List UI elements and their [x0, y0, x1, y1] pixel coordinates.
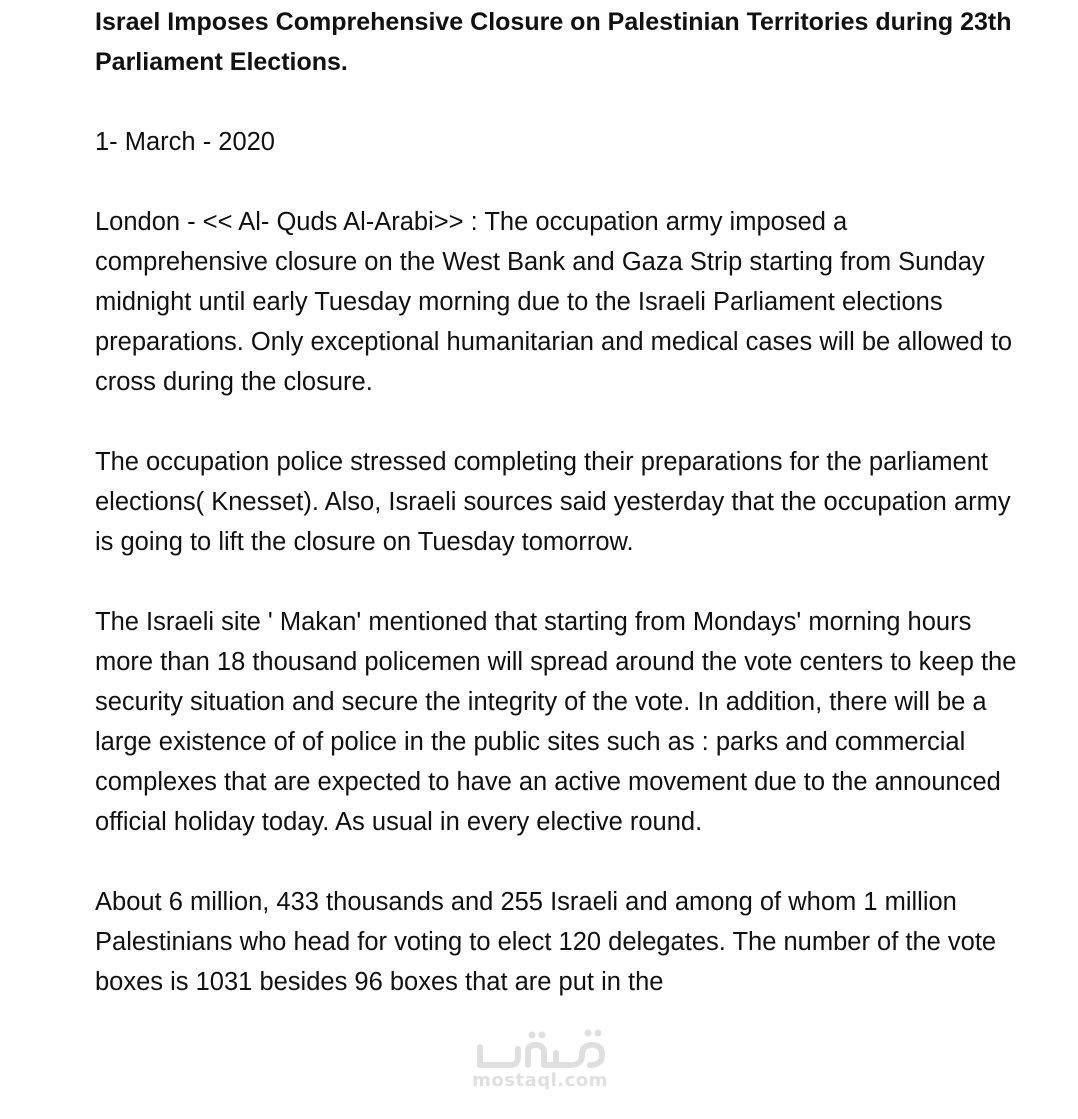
- mostaql-watermark: [450, 1025, 630, 1105]
- document-title: Israel Imposes Comprehensive Closure on Palestinian Territories during 23th Parliament Elections.: [95, 8, 1012, 76]
- paragraph-4: About 6 million, 433 thousands and 255 Israeli and among of whom 1 million Palestinians who head for voting to elect 120 delegates. The number of the vote boxes is 1031 besides 96 boxes that are put in the: [95, 888, 997, 996]
- paragraph-1: London - << Al- Quds Al-Arabi>> : The occupation army imposed a comprehensive closure on the West Bank and Gaza Strip starting from Sunday midnight until early Tuesday morning due to the Israeli Parliament elections preparations. Only exceptional humanitarian and medical cases will be allowed to cross during the closure.: [95, 208, 1013, 396]
- mostaql-logo-icon: [470, 1025, 610, 1075]
- watermark-site: mostaql.com: [472, 1070, 608, 1091]
- paragraph-3: The Israeli site ' Makan' mentioned that starting from Mondays' morning hours more than 18 thousand policemen will spread around the vote centers to keep the security situation and secure the integrity of the vote. In addition, there will be a large existence of of police in the public sites such as : parks and commercial complexes that are expected to have an active movement due to the announced official holiday today. As usual in every elective round.: [95, 608, 1017, 836]
- document-body: [95, 2, 1025, 1002]
- document-date: 1- March - 2020: [95, 128, 275, 156]
- paragraph-2: The occupation police stressed completing their preparations for the parliament elections( Knesset). Also, Israeli sources said yesterday that the occupation army is going to lift the closure on Tuesday tomorrow.: [95, 448, 1011, 556]
